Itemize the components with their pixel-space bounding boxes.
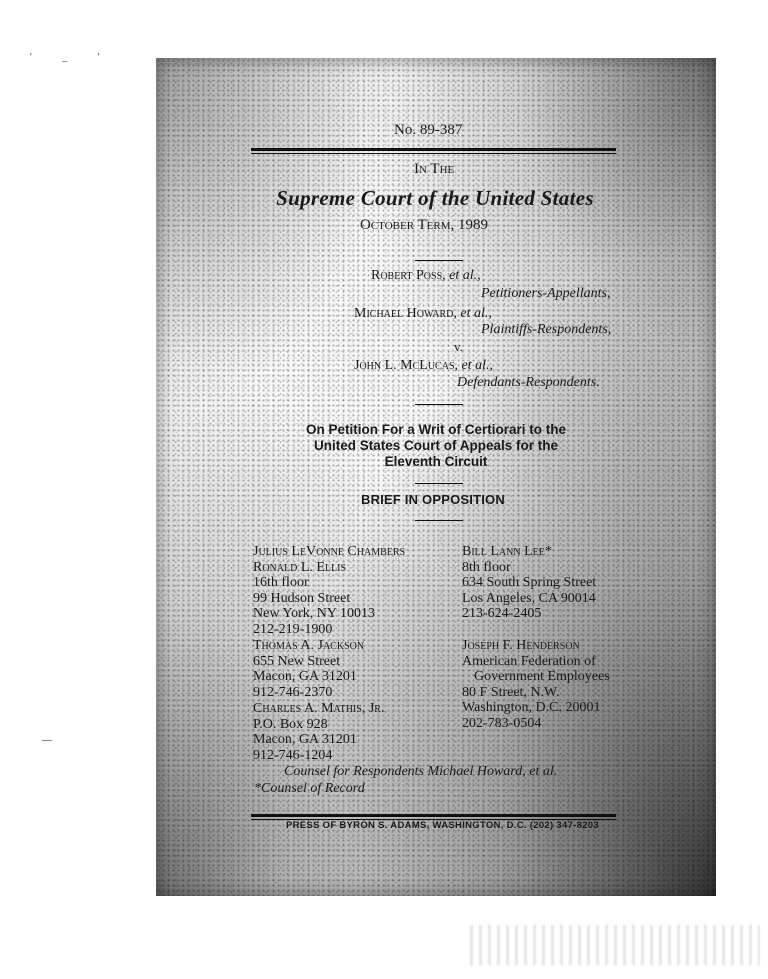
- petition-line: Eleventh Circuit: [384, 454, 488, 469]
- address-line: New York, NY 10013: [253, 606, 375, 622]
- address-line: Washington, D.C. 20001: [462, 700, 601, 716]
- party-role: Plaintiffs-Respondents,: [481, 322, 612, 337]
- party-etal: et al.,: [460, 306, 492, 321]
- scan-artifact-dash: [42, 740, 52, 741]
- address-line: 655 New Street: [253, 653, 341, 669]
- court-term: October Term, 1989: [360, 217, 489, 233]
- counsel-name: Thomas A. Jackson: [253, 638, 365, 653]
- party-etal: et al.,: [461, 358, 494, 373]
- press-line: PRESS OF BYRON S. ADAMS, WASHINGTON, D.C. (202) 347-8203: [286, 820, 599, 831]
- petition-text: [276, 422, 596, 470]
- counsel-for-respondents: Counsel for Respondents Michael Howard, et al.: [284, 764, 558, 779]
- address-line: 8th floor: [462, 559, 511, 575]
- address-line: American Federation of: [462, 653, 596, 669]
- phone-line: 213-624-2405: [462, 606, 542, 622]
- counsel-block-mathis: [253, 701, 384, 763]
- brief-title: BRIEF IN OPPOSITION: [361, 492, 505, 507]
- address-line: 99 Hudson Street: [253, 590, 351, 606]
- counsel-name: Charles A. Mathis, Jr.: [253, 701, 385, 716]
- party-defendant: [354, 358, 493, 374]
- petition-line: United States Court of Appeals for the: [313, 438, 558, 453]
- divider-rule: [415, 520, 463, 521]
- address-line: 634 South Spring Street: [462, 575, 597, 591]
- phone-line: 212-219-1900: [253, 621, 333, 637]
- scan-artifact-smudge: [470, 925, 760, 965]
- counsel-name: Joseph F. Henderson: [462, 638, 580, 653]
- docket-number: No. 89-387: [394, 122, 463, 138]
- party-plaintiff: [354, 306, 492, 322]
- document-page: [156, 58, 716, 896]
- counsel-block-henderson: [462, 638, 610, 732]
- counsel-block-jackson: [253, 638, 364, 700]
- top-double-rule: [251, 148, 616, 151]
- divider-rule: [415, 404, 463, 405]
- versus: v.: [454, 339, 463, 354]
- party-petitioner: [371, 268, 481, 284]
- phone-line: 912-746-2370: [253, 684, 333, 700]
- counsel-of-record-note: *Counsel of Record: [254, 781, 365, 796]
- address-line: Macon, GA 31201: [253, 732, 357, 748]
- party-name: Michael Howard,: [354, 306, 457, 321]
- party-role: Petitioners-Appellants,: [481, 286, 611, 301]
- court-prefix: In The: [414, 161, 455, 177]
- court-name: Supreme Court of the United States: [276, 186, 594, 210]
- phone-line: 202-783-0504: [462, 715, 542, 731]
- bottom-double-rule: [251, 814, 616, 817]
- counsel-name: Julius LeVonne Chambers: [253, 544, 406, 559]
- counsel-block-chambers: [253, 544, 405, 638]
- phone-line: 912-746-1204: [253, 747, 333, 763]
- party-role: Defendants-Respondents.: [457, 375, 600, 390]
- scan-artifact-marks: ' _ ': [30, 52, 114, 63]
- divider-rule: [415, 260, 463, 261]
- divider-rule: [415, 483, 463, 484]
- address-line: Government Employees: [474, 669, 610, 685]
- party-etal: et al.,: [449, 268, 481, 283]
- counsel-name: Bill Lann Lee*: [462, 544, 552, 559]
- petition-line: On Petition For a Writ of Certiorari to the: [305, 422, 566, 437]
- address-line: Macon, GA 31201: [253, 669, 357, 685]
- address-line: 80 F Street, N.W.: [462, 684, 560, 700]
- address-line: P.O. Box 928: [253, 716, 328, 732]
- party-name: Robert Poss,: [371, 268, 446, 283]
- counsel-name: Ronald L. Ellis: [253, 559, 347, 575]
- party-name: John L. McLucas,: [354, 358, 459, 373]
- address-line: Los Angeles, CA 90014: [462, 590, 596, 606]
- counsel-block-lee: [462, 544, 596, 622]
- address-line: 16th floor: [253, 575, 309, 591]
